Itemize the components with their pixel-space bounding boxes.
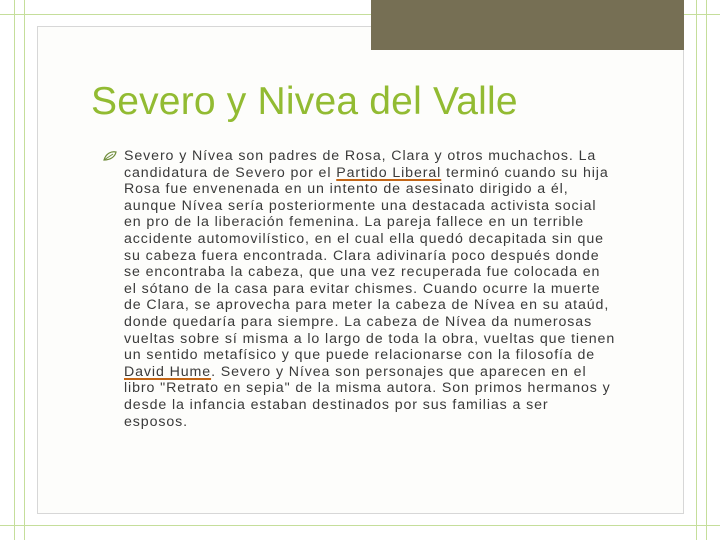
accent-block: [371, 0, 684, 50]
partido-liberal-link[interactable]: Partido Liberal: [336, 164, 442, 181]
paragraph-text: Severo y Nívea son padres de Rosa, Clara y otros muchachos. La candidatura de Severo por el: [124, 148, 597, 181]
stripe: [696, 0, 697, 540]
stripe: [14, 0, 15, 540]
paragraph-text: terminó cuando su hija Rosa fue envenenada en un intento de asesinato dirigido a él, aunque Nívea sería posteriormente una destacada activista social en pro de la liberación femenina. La pareja fallece en un terrible accidente automovilístico, en el cual ella quedó decapitada sin que su cabeza fuera encontrada. Clara adivinaría poco después donde se encontraba la cabeza, que una vez recuperada fue colocada en el sótano de la casa para evitar chismes. Cuando ocurre la muerte de Clara, se aprovecha para meter la cabeza de Nívea en su ataúd, donde quedaría para siempre. La cabeza de Nívea da numerosas vueltas sobre sí misma a lo largo de toda la obra, vueltas que tienen un sentido metafísico y que puede relacionarse con la filosofía de: [124, 164, 616, 364]
leaf-bullet-icon: [103, 151, 117, 164]
paragraph-text: . Severo y Nívea son personajes que aparecen en el libro "Retrato en sepia" de la misma autora. Son primos hermanos y desde la infancia estaban destinados por sus familias a ser esposos.: [124, 363, 611, 430]
bullet-paragraph: [124, 148, 616, 430]
stripe: [706, 0, 707, 540]
stripe: [24, 0, 25, 540]
slide-title: Severo y Nivea del Valle: [91, 80, 518, 123]
david-hume-link[interactable]: David Hume: [124, 363, 212, 380]
stripe: [0, 525, 720, 526]
